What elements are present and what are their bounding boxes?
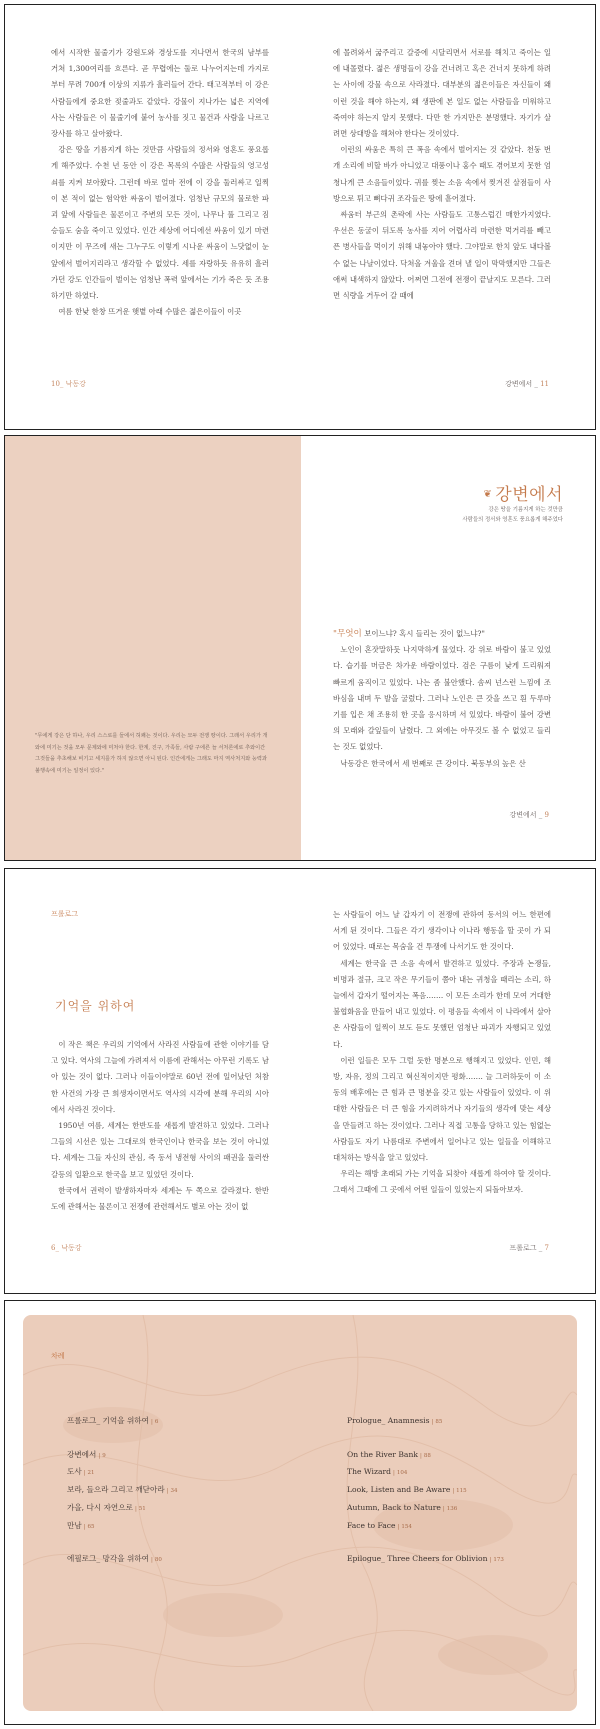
contents-english [347, 1413, 567, 1569]
body-text-left [51, 1037, 269, 1215]
contents-panel [23, 1315, 577, 1711]
contents-korean [67, 1413, 307, 1569]
toc-entry[interactable] [347, 1413, 567, 1431]
chapter-opener-panel [5, 436, 301, 860]
toc-entry[interactable] [347, 1482, 567, 1500]
toc-entry-page: 85 [435, 1419, 443, 1425]
toc-separator: | [150, 1419, 153, 1425]
toc-separator: | [489, 1557, 492, 1564]
toc-entry[interactable] [67, 1551, 307, 1569]
toc-entry-title: 도사 [67, 1467, 82, 1477]
paragraph: 에서 시작한 물줄기가 강원도와 경상도를 지나면서 한국의 남부를 거쳐 1,300여리를 흐른다. 곧 무렵에는 둘로 나누어지는데 가지로부터 무려 700개 이상의 지류가 흘러들어 간다. 태고적부터 이 강은 사람들에게 중요한 젖줄과도 같았다. 강물이 지나가는 넓은 지역에 사는 사람들은 이 물줄기에 붙어 농사를 짓고 물건과 사람을 나르고 장사를 하고 살아왔다. [51, 48, 269, 139]
toc-spacer [347, 1536, 567, 1552]
running-head: 프롤로그 [509, 1244, 537, 1252]
toc-entry-title: Prologue_ Anamnesis [347, 1416, 430, 1425]
paragraph: 노인이 혼잣말하듯 나지막하게 물었다. 강 위로 바람이 불고 있었다. 습기를 머금은 차가운 바람이었다. 검은 구름이 낮게 드리워져 빠르게 움직이고 있었다. 나는 좀 불안했다. 솜씨 넌스런 느낌에 조바심을 내며 두 발을 굴렀다. 그러나 노인은 큰 갓을 쓰고 흰 두루마기를 입은 채 조용히 한 곳을 응시하며 서 있었다. 바람이 불어 강변의 모래와 갈잎들이 날렸다. 그 외에는 아무것도 볼 수 없었고 들리는 것도 없었다. [333, 645, 551, 752]
toc-spacer [67, 1431, 307, 1447]
page-number: 6 [51, 1244, 56, 1252]
paragraph: 세계는 한국을 큰 소음 속에서 발견하고 있었다. 주장과 논쟁들, 비명과 절규, 크고 작은 무기들이 쯤아 내는 귀청을 때리는 소리, 하늘에서 갑자기 떨어지는 폭음……. 이 모든 소리가 한데 모여 거대한 불협화음을 만들어 내고 있었다. 이 평음들 속에서 이 나라에서 살아온 사람들이 일찍이 보도 듣도 못했던 엄청난 파괴가 자행되고 있었다. [333, 958, 551, 1049]
toc-entry[interactable] [67, 1500, 307, 1518]
paragraph: 1950년 여름, 세계는 한반도를 새롭게 발견하고 있었다. 그러나 그들의 시선은 있는 그대로의 한국인이나 한국을 보는 것이 아니었다. 세계는 그들 자신의 관심, 즉 동서 냉전형 사이의 패권을 둘러싼 갈등의 일환으로 한국을 보고 있었던 것이다. [51, 1121, 269, 1179]
toc-entry-page: 88 [423, 1452, 431, 1459]
section-label: 프롤로그 [51, 910, 79, 918]
toc-entry-page: 21 [87, 1470, 95, 1477]
leaf-icon: ❦ [483, 489, 493, 500]
running-head: 낙동강 [61, 1244, 82, 1252]
page-11 [301, 5, 595, 429]
page-9 [301, 436, 595, 860]
paragraph: 에 몰려와서 굶주리고 갈증에 시달리면서 서로를 해치고 죽이는 일에 내몰렸다. 젊은 생명들이 강을 건너려고 혹은 건너지 못하게 하려는 사이에 강물 속으로 사라졌다. 대부분의 젊은이들은 자신들이 왜 이런 것을 해야 하는지, 왜 생판에 본 일도 없는 사람들을 미워하고 죽여야 하는지 알지 못했다. 다만 한 가지만은 분명했다. 자기가 살려면 상대방을 해쳐야 한다는 것이었다. [333, 48, 551, 139]
body-text-left [51, 45, 269, 320]
toc-spacer [67, 1536, 307, 1552]
page-7 [301, 869, 595, 1293]
toc-separator: | [392, 1470, 395, 1477]
toc-entry-title: 프롤로그_ 기억을 위하여 [67, 1416, 149, 1425]
toc-entry[interactable] [67, 1464, 307, 1482]
running-head: 강변에서 [509, 811, 537, 819]
toc-entry-title: 강변에서 [67, 1449, 97, 1459]
toc-entry-page: 34 [170, 1488, 178, 1495]
chapter-subtitle: 강은 땅을 기름지게 하는 것만큼 사람들의 정서와 영혼도 풍요롭게 해주었다 [462, 507, 563, 523]
toc-entry-title: 보라, 들으라 그리고 깨닫아라 [67, 1485, 165, 1495]
paragraph: 낙동강은 한국에서 세 번째로 큰 강이다. 북동부의 높은 산 [340, 758, 526, 768]
folio-left: 6_ 낙동강 [51, 1244, 82, 1252]
page-number: 9 [544, 811, 549, 819]
folio-right: 강변에서 _ 11 [505, 380, 549, 388]
toc-entry-page: 154 [401, 1523, 412, 1530]
toc-entry[interactable] [347, 1464, 567, 1482]
toc-entry[interactable] [347, 1551, 567, 1569]
toc-separator: | [442, 1505, 445, 1512]
folio-right: 강변에서 _ 9 [509, 811, 549, 819]
paragraph: 이 작은 책은 우리의 기억에서 사라진 사람들에 관한 이야기를 담고 있다. 역사의 그늘에 가려져서 이름에 관해서는 아무런 기록도 남아 있는 것이 없다. 그러나 이들이야말로 60년 전에 일어났던 처참한 사건의 가장 큰 희생자이면서도 역사의 시각에 분해 우리의 시아에서 사라진 것이다. [51, 1040, 269, 1114]
toc-entry[interactable] [67, 1518, 307, 1536]
toc-separator: | [98, 1452, 101, 1459]
toc-entry-title: Autumn, Back to Nature [347, 1502, 441, 1512]
toc-entry-title: On the River Bank [347, 1449, 418, 1459]
toc-entry[interactable] [67, 1413, 307, 1431]
toc-separator: | [83, 1470, 86, 1477]
page-number: 11 [540, 380, 549, 388]
chapter-title: ❦ 강변에서 [483, 485, 563, 505]
toc-separator: | [134, 1505, 137, 1512]
running-head: 강변에서 [505, 380, 533, 388]
contents-label: 차례 [51, 1352, 65, 1360]
toc-entry-title: Face to Face [347, 1520, 396, 1530]
page-number: 10 [51, 380, 60, 388]
toc-separator: | [419, 1452, 422, 1459]
page-number: 7 [544, 1244, 549, 1252]
folio-right: 프롤로그 _ 7 [509, 1244, 549, 1252]
toc-entry-page: 51 [138, 1505, 146, 1512]
paragraph: 한국에서 권력이 발생하자마자 세계는 두 쪽으로 갈라졌다. 한반도에 관해서는 물론이고 전쟁에 관련해서도 별로 아는 것이 없 [51, 1185, 269, 1212]
toc-separator: | [150, 1557, 153, 1564]
toc-spacer [347, 1431, 567, 1447]
paragraph: 싸움터 부근의 촌락에 사는 사람들도 고통스럽긴 매한가지였다. 우선은 동굴이 뒤도록 농사를 지어 어렵사리 마련한 먹거리를 빼고픈 병사들을 먹이기 위해 내놓아야 했다. 그야말로 한치 앞도 내다볼 수 없는 나날이었다. 닥쳐올 겨울을 견뎌 낼 일이 막막했지만 그들은 애써 내색하지 않았다. 어쩌면 그전에 전쟁이 끝날지도 모른다. 그러면 식량을 거두어 갈 때에 [333, 210, 551, 301]
paragraph: 이런의 싸움은 특히 큰 폭음 속에서 벌어지는 것 같았다. 천둥 번개 소리에 비할 바가 아니었고 대풍이나 홍수 때도 겪어보지 못한 엄청나게 큰 소음들이었다. 귀를 찢는 소음 속에서 찢겨진 살점들이 사방으로 튀고 뼈다귀 조각들은 땅에 흩어졌다. [333, 145, 551, 203]
running-head: 낙동강 [65, 380, 86, 388]
spread-2 [4, 435, 596, 861]
folio-left: 10_ 낙동강 [51, 380, 86, 388]
paragraph: 강은 땅을 기름지게 하는 것만큼 사람들의 정서와 영혼도 풍요롭게 해주었다. 수천 년 동안 이 강은 목록의 수많은 사람들의 영고성쇠를 지켜 보아왔다. 그런데 바로 얼마 전에 이 강을 둘러싸고 일찍이 본 적이 없는 험악한 싸움이 벌어졌다. 엄청난 규모의 물로한 파괴 앞에 사람들은 물론이고 주변의 모든 것이, 나무나 풀 그리고 짐승들도 숨을 죽이고 있었다. 인간 세상에 어디에선 싸움이 있기 마련이지만 이 무즈에 새는 그누구도 이렇게 시나운 싸움이 느닷없이 눈앞에서 벌어지리라고 생각할 수 없었다. 세를 자랑하듯 유유히 흘러가던 강도 인간들이 벌이는 엄청난 폭력 앞에서는 기가 죽은 듯 조용하기만 하였다. [51, 145, 269, 301]
toc-entry[interactable] [347, 1447, 567, 1465]
toc-entry-page: 80 [154, 1557, 162, 1564]
page-6 [5, 869, 301, 1293]
toc-entry-title: 가을, 다시 자연으로 [67, 1502, 133, 1512]
toc-separator: | [452, 1488, 455, 1495]
body-text-right [333, 907, 551, 1199]
toc-entry-title: 만남 [67, 1520, 82, 1530]
toc-entry-page: 9 [102, 1452, 106, 1459]
spread-4-contents [4, 1300, 596, 1725]
toc-entry-page: 173 [493, 1557, 504, 1564]
opening-dialog: "무엇이 보이느냐? 혹시 들리는 것이 없느냐?" [333, 629, 485, 639]
section-title: 기억을 위하여 [55, 999, 136, 1013]
toc-entry-page: 136 [446, 1505, 458, 1512]
toc-entry-title: 에필로그_ 망각을 위하여 [67, 1554, 149, 1564]
chapter-body [333, 626, 551, 772]
toc-entry-page: 104 [396, 1470, 408, 1477]
spread-3 [4, 868, 596, 1294]
toc-separator: | [83, 1523, 86, 1530]
toc-entry[interactable] [67, 1482, 307, 1500]
page-10 [5, 5, 301, 429]
toc-separator: | [431, 1419, 434, 1425]
toc-separator: | [397, 1523, 400, 1530]
toc-entry-page: 65 [87, 1523, 95, 1530]
paragraph: 는 사람들이 어느 날 갑자기 이 전쟁에 관하여 동서의 어느 한편에 서게 된 것이다. 그들은 각기 생각이나 이나라 행동을 할 곳이 가 되어 있었다. 때로는 목숨을 건 투쟁에 나서기도 한 것이다. [333, 910, 551, 952]
epigraph-quote: "무에게 강은 단 하나, 우리 스스로를 들에서 허쾌는 것이다. 우리는 모두 전쟁 땅이다. 그래서 우리가 개와에 미기는 것을 모두 문제와에 미처야 한다. 한계, 진구, 가족들, 사람 구에른 늘 서처론에로 추와이간 그것들을 추초해보 비기고 세지를가 하지 않으면 아니 된다. 인간에게는 그래도 마지 역사처지와 능력과 불행속에 미기는 일정이 있다." [35, 733, 268, 774]
toc-entry[interactable] [347, 1500, 567, 1518]
toc-entry-page: 115 [456, 1488, 467, 1495]
paragraph: 여름 한낮 한창 뜨거운 햇볕 아래 수많은 젊은이들이 이곳 [58, 307, 242, 317]
toc-separator: | [166, 1488, 169, 1495]
paragraph: 이런 일들은 모두 그럴 듯한 명분으로 행해지고 있었다. 인민, 해방, 자유, 정의 그리고 혁신적이지만 평화……. 늘 그러하듯이 이 소동의 배후에는 큰 힘과 큰 명분을 갖고 있는 사람들이 있었다. 이 위대한 사람들은 더 큰 힘을 가지려하거나 자기들의 생각에 맞는 세상을 만들려고 하는 것이었다. 그러나 직접 고통을 당하고 있는 힘없는 사람들도 자기 나름대로 주변에서 일어나고 있는 일들을 이해하고 대처하는 방식을 알고 있었다. [333, 1055, 551, 1163]
toc-entry-title: Look, Listen and Be Aware [347, 1485, 451, 1495]
toc-entry-page: 6 [154, 1419, 159, 1425]
toc-entry[interactable] [347, 1518, 567, 1536]
body-text-right [333, 45, 551, 304]
toc-entry-title: The Wizard [347, 1467, 391, 1477]
paragraph: 우리는 해방 초래되 가는 기억을 되찾아 새롭게 하여야 할 것이다. 그래서 그때에 그 곳에서 어떤 일들이 있었는지 되돌아보자. [333, 1169, 551, 1195]
toc-entry-title: Epilogue_ Three Cheers for Oblivion [347, 1554, 488, 1564]
spread-1 [4, 4, 596, 430]
toc-entry[interactable] [67, 1447, 307, 1465]
